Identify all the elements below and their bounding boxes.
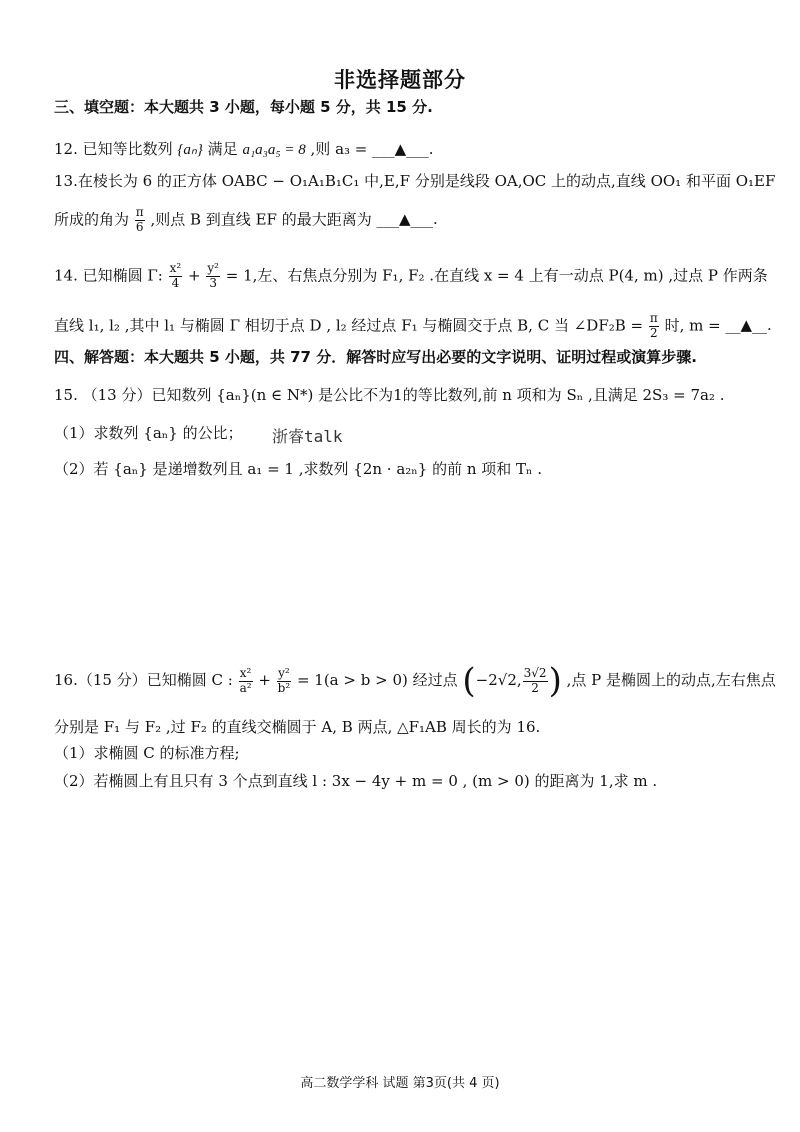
q14-f2-den: 3 bbox=[209, 275, 217, 290]
question-16-part2: （2）若椭圆上有且只有 3 个点到直线 l : 3x − 4y + m = 0 , (m > 0) 的距离为 1,求 m . bbox=[54, 772, 658, 790]
question-16-line2: 分别是 F₁ 与 F₂ ,过 F₂ 的直线交椭圆于 A, B 两点, △F₁AB 周长的为 16. bbox=[54, 718, 541, 736]
question-14-line2 bbox=[54, 312, 772, 341]
page-footer: 高二数学学科 试题 第3页(共 4 页) bbox=[300, 1076, 500, 1091]
section-3-heading: 三、填空题：本大题共 3 小题，每小题 5 分，共 15 分. bbox=[54, 98, 433, 116]
q14-angle-fraction bbox=[649, 312, 659, 341]
q16-y-fraction bbox=[277, 667, 292, 696]
watermark-text: 浙睿talk bbox=[272, 427, 343, 446]
q14-pi-num: π bbox=[649, 311, 658, 325]
q16-e2-den: b² bbox=[277, 680, 291, 695]
question-13-line1: 13.在棱长为 6 的正方体 OABC − O₁A₁B₁C₁ 中,E,F 分别是线段 OA,OC 上的动点,直线 OO₁ 和平面 O₁EF bbox=[54, 172, 776, 190]
q14-f2-num: y² bbox=[207, 261, 219, 275]
q14-line2-prefix: 直线 l₁, l₂ ,其中 l₁ 与椭圆 Γ 相切于点 D , l₂ 经过点 F₁ 与椭圆交于点 B, C 当 ∠DF₂B = bbox=[54, 316, 644, 335]
q12-ask: ,则 a₃ = bbox=[310, 140, 368, 158]
q12-prefix: 12. 已知等比数列 bbox=[54, 140, 173, 158]
q12-cond: a₁a₃a₅ = 8 bbox=[242, 142, 306, 158]
q13-frac-den: 6 bbox=[135, 219, 144, 234]
q14-line2-suffix: 时, m = bbox=[664, 316, 721, 335]
q14-f1-num: x² bbox=[169, 261, 182, 275]
q16-e1-num: x² bbox=[239, 665, 252, 680]
question-16-line1 bbox=[54, 661, 776, 701]
q14-line1-rest: = 1,左、右焦点分别为 F₁, F₂ .在直线 x = 4 上有一动点 P(4, m) ,过点 P 作两条 bbox=[225, 266, 768, 285]
q14-x-fraction bbox=[169, 262, 183, 291]
q13-line2-suffix: ,则点 B 到直线 EF 的最大距离为 bbox=[150, 210, 372, 229]
q16-pt-y-num: 3√2 bbox=[523, 665, 547, 680]
question-15-part2: （2）若 {aₙ} 是递增数列且 a₁ = 1 ,求数列 {2n · a₂ₙ} 的前 n 项和 Tₙ . bbox=[54, 460, 543, 478]
q13-frac-num: π bbox=[135, 205, 144, 219]
q16-e1-den: a² bbox=[239, 680, 252, 695]
q14-answer-blank: __▲__. bbox=[725, 316, 772, 335]
q14-f1-den: 4 bbox=[171, 275, 180, 290]
q16-line1-rest: ,点 P 是椭圆上的动点,左右焦点 bbox=[566, 671, 776, 689]
q12-mid: 满足 bbox=[207, 140, 238, 158]
q12-seq: {aₙ} bbox=[177, 142, 203, 158]
q13-line2-prefix: 所成的角为 bbox=[54, 210, 130, 229]
question-12 bbox=[54, 138, 433, 159]
q13-angle-fraction bbox=[135, 206, 145, 235]
q14-y-fraction bbox=[206, 262, 220, 291]
q13-answer-blank: ___▲___. bbox=[376, 210, 438, 229]
q16-left-paren: ( bbox=[462, 661, 476, 701]
q16-point-x: −2√2, bbox=[475, 671, 522, 689]
q16-cond: = 1(a > b > 0) 经过点 bbox=[296, 671, 458, 689]
section-4-heading: 四、解答题：本大题共 5 小题，共 77 分．解答时应写出必要的文字说明、证明过程或演算步骤. bbox=[54, 348, 697, 366]
q16-plus: + bbox=[258, 671, 271, 689]
q14-plus: + bbox=[188, 266, 201, 285]
q16-prefix: 16.（15 分）已知椭圆 C : bbox=[54, 671, 233, 689]
q14-pi-den: 2 bbox=[650, 325, 658, 340]
q12-answer-blank: ___▲___. bbox=[372, 140, 434, 158]
page-title: 非选择题部分 bbox=[334, 68, 466, 92]
q16-x-fraction bbox=[239, 667, 253, 696]
q16-right-paren: ) bbox=[548, 661, 562, 701]
question-16-part1: （1）求椭圆 C 的标准方程; bbox=[54, 744, 240, 762]
question-13-line2 bbox=[54, 206, 438, 235]
question-15-stem: 15. （13 分）已知数列 {aₙ}(n ∈ N*) 是公比不为1的等比数列,前 n 项和为 Sₙ ,且满足 2S₃ = 7a₂ . bbox=[54, 386, 725, 404]
q16-e2-num: y² bbox=[278, 665, 290, 680]
q16-pt-y-den: 2 bbox=[531, 680, 539, 695]
q14-prefix: 14. 已知椭圆 Γ: bbox=[54, 266, 163, 285]
q16-point-y-fraction bbox=[523, 667, 548, 696]
question-14-line1 bbox=[54, 262, 768, 291]
question-15-part1: （1）求数列 {aₙ} 的公比； bbox=[54, 424, 243, 442]
